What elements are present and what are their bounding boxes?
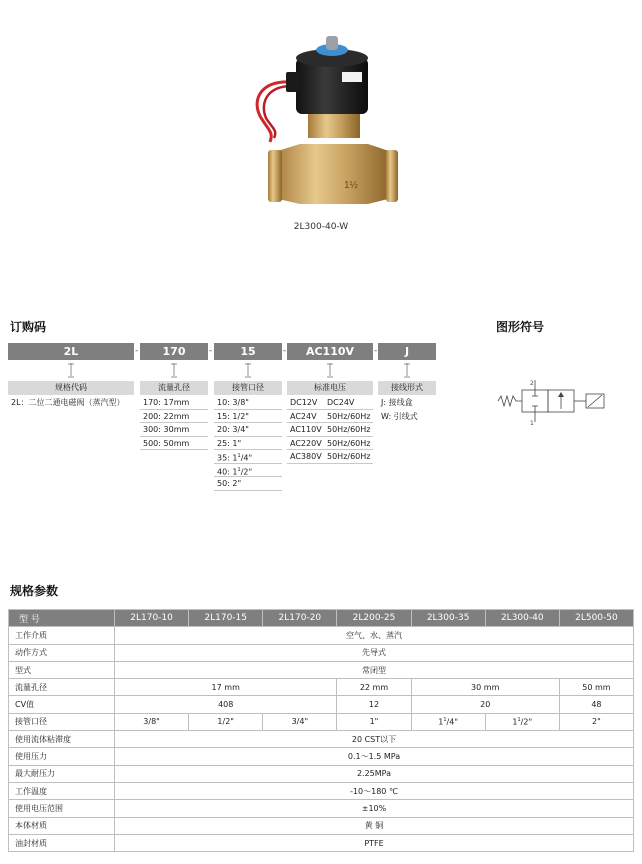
port-code: 35: 1 bbox=[217, 453, 238, 463]
voltage: AC110V bbox=[290, 425, 322, 434]
list-item: J: 接线盒 bbox=[381, 398, 413, 407]
cell: 17 mm bbox=[115, 679, 337, 696]
header-model: 2L200-25 bbox=[337, 610, 411, 627]
dash: - bbox=[135, 346, 139, 356]
row-label: 使用电压范围 bbox=[9, 800, 115, 817]
ordering-title: 订购码 bbox=[10, 320, 47, 334]
cell: 22 mm bbox=[337, 679, 411, 696]
code-box-port: 15 bbox=[214, 343, 282, 360]
table-row bbox=[9, 731, 634, 748]
header-model: 2L500-50 bbox=[559, 610, 633, 627]
table-row bbox=[9, 644, 634, 661]
list-item: 35: $1^1/4$" bbox=[214, 450, 282, 464]
dash: - bbox=[209, 346, 213, 356]
cell: $1^1/2$" bbox=[485, 713, 559, 730]
table-row bbox=[9, 713, 634, 730]
frequency: 50Hz/60Hz bbox=[327, 425, 371, 434]
cell: 2.25MPa bbox=[115, 765, 634, 782]
whole: 1 bbox=[438, 717, 444, 727]
frac-num: 1 bbox=[517, 717, 521, 724]
cell: 48 bbox=[559, 696, 633, 713]
voltage-alt: DC24V bbox=[327, 398, 355, 407]
row-label: 本体材质 bbox=[9, 817, 115, 834]
frac-tail: " bbox=[248, 453, 253, 463]
list-item bbox=[287, 423, 373, 437]
list-item: 200: 22mm bbox=[140, 410, 208, 424]
cell: 3/8" bbox=[115, 713, 189, 730]
list-orifice bbox=[140, 396, 208, 450]
header-model: 2L300-35 bbox=[411, 610, 485, 627]
code-box-voltage: AC110V bbox=[287, 343, 373, 360]
list-item: 20: 3/4" bbox=[214, 423, 282, 437]
col-header-port: 接管口径 bbox=[214, 381, 282, 395]
list-item bbox=[287, 396, 373, 410]
list-port bbox=[214, 396, 282, 491]
spec-title: 规格参数 bbox=[10, 584, 59, 598]
row-label: 工作介质 bbox=[9, 627, 115, 644]
col-header-model: 规格代码 bbox=[8, 381, 134, 395]
table-row bbox=[9, 782, 634, 799]
list-voltage bbox=[287, 396, 373, 464]
cell: 常闭型 bbox=[115, 661, 634, 678]
cell: PTFE bbox=[115, 834, 634, 851]
list-item: 300: 30mm bbox=[140, 423, 208, 437]
cell: 1" bbox=[337, 713, 411, 730]
code-box-model: 2L bbox=[8, 343, 134, 360]
svg-text:1½: 1½ bbox=[344, 180, 358, 191]
list-wiring bbox=[378, 396, 436, 423]
row-label: 油封材质 bbox=[9, 834, 115, 851]
list-item: 2L：二位二通电磁阀（蒸汽型） bbox=[11, 398, 125, 407]
header-model: 2L170-20 bbox=[263, 610, 337, 627]
table-row bbox=[9, 748, 634, 765]
connector-icon bbox=[326, 362, 334, 380]
frac-tail: " bbox=[528, 717, 533, 727]
connector-icon bbox=[67, 362, 75, 380]
list-item: W: 引线式 bbox=[381, 411, 418, 421]
table-row bbox=[9, 765, 634, 782]
list-model bbox=[8, 396, 134, 410]
cell: 30 mm bbox=[411, 679, 559, 696]
cell: 12 bbox=[337, 696, 411, 713]
frac-num: 1 bbox=[237, 453, 241, 459]
voltage: AC380V bbox=[290, 452, 322, 461]
col-header-orifice: 流量孔径 bbox=[140, 381, 208, 395]
dash: - bbox=[283, 346, 287, 356]
table-row bbox=[9, 817, 634, 834]
frac-den: 2 bbox=[523, 717, 529, 727]
cell: 408 bbox=[115, 696, 337, 713]
code-box-wiring: J bbox=[378, 343, 436, 360]
voltage: AC220V bbox=[290, 438, 322, 448]
frac-tail: " bbox=[248, 467, 253, 477]
list-item: 50: 2" bbox=[214, 477, 282, 491]
table-row bbox=[9, 834, 634, 851]
row-label: 工作温度 bbox=[9, 782, 115, 799]
list-item: 15: 1/2" bbox=[214, 410, 282, 424]
table-header-row bbox=[9, 610, 634, 627]
table-row bbox=[9, 800, 634, 817]
port-code: 40: 1 bbox=[217, 467, 238, 477]
list-item: 40: $1^1/2$" bbox=[214, 464, 282, 478]
list-item: 170: 17mm bbox=[140, 396, 208, 410]
port-label-1: 1 bbox=[530, 420, 534, 426]
cell: 1/2" bbox=[189, 713, 263, 730]
frac-tail: " bbox=[454, 717, 459, 727]
list-item: 25: 1" bbox=[214, 437, 282, 451]
code-box-orifice: 170 bbox=[140, 343, 208, 360]
cell: ±10% bbox=[115, 800, 634, 817]
frac-den: 4 bbox=[449, 717, 455, 727]
cell: 20 CST以下 bbox=[115, 731, 634, 748]
row-label: 接管口径 bbox=[9, 713, 115, 730]
spec-table bbox=[8, 609, 634, 852]
cell: 空气、水、蒸汽 bbox=[115, 627, 634, 644]
frequency: 50Hz/60Hz bbox=[327, 411, 371, 421]
frac-den: 2 bbox=[243, 467, 249, 477]
cell: 2" bbox=[559, 713, 633, 730]
product-caption: 2L300-40-W bbox=[293, 222, 349, 232]
list-item bbox=[287, 410, 373, 424]
list-item bbox=[287, 437, 373, 451]
row-label: 动作方式 bbox=[9, 644, 115, 661]
col-header-voltage: 标准电压 bbox=[287, 381, 373, 395]
table-row bbox=[9, 696, 634, 713]
row-label: 流量孔径 bbox=[9, 679, 115, 696]
connector-icon bbox=[244, 362, 252, 380]
cell: -10～180 ℃ bbox=[115, 782, 634, 799]
cell: 50 mm bbox=[559, 679, 633, 696]
cell: $1^1/4$" bbox=[411, 713, 485, 730]
cell: 黄 铜 bbox=[115, 817, 634, 834]
header-model: 2L170-10 bbox=[115, 610, 189, 627]
row-label: 型式 bbox=[9, 661, 115, 678]
frequency: 50Hz/60Hz bbox=[327, 438, 371, 448]
frequency: 50Hz/60Hz bbox=[327, 452, 371, 461]
col-header-wiring: 接线形式 bbox=[378, 381, 436, 395]
list-item: 500: 50mm bbox=[140, 437, 208, 451]
voltage: AC24V bbox=[290, 411, 317, 421]
voltage: DC12V bbox=[290, 398, 318, 407]
header-model: 2L300-40 bbox=[485, 610, 559, 627]
connector-icon bbox=[170, 362, 178, 380]
cell: 20 bbox=[411, 696, 559, 713]
frac-num: 1 bbox=[237, 466, 241, 473]
row-label: 使用流体粘滞度 bbox=[9, 731, 115, 748]
valve-product-image bbox=[240, 20, 400, 215]
cell: 0.1～1.5 MPa bbox=[115, 748, 634, 765]
frac-den: 4 bbox=[243, 453, 249, 463]
valve-symbol-diagram bbox=[492, 376, 612, 426]
row-label: 使用压力 bbox=[9, 748, 115, 765]
symbol-title: 图形符号 bbox=[496, 320, 545, 334]
table-row bbox=[9, 627, 634, 644]
list-item: 10: 3/8" bbox=[214, 396, 282, 410]
header-model-label: 型 号 bbox=[9, 610, 115, 627]
frac-num: 1 bbox=[443, 717, 447, 724]
cell: 先导式 bbox=[115, 644, 634, 661]
dash: - bbox=[374, 346, 378, 356]
list-item bbox=[287, 450, 373, 464]
header-model: 2L170-15 bbox=[189, 610, 263, 627]
row-label: CV值 bbox=[9, 696, 115, 713]
table-row bbox=[9, 661, 634, 678]
whole: 1 bbox=[512, 717, 518, 727]
port-label-2: 2 bbox=[530, 380, 534, 387]
cell: 3/4" bbox=[263, 713, 337, 730]
connector-icon bbox=[403, 362, 411, 380]
table-row bbox=[9, 679, 634, 696]
row-label: 最大耐压力 bbox=[9, 765, 115, 782]
